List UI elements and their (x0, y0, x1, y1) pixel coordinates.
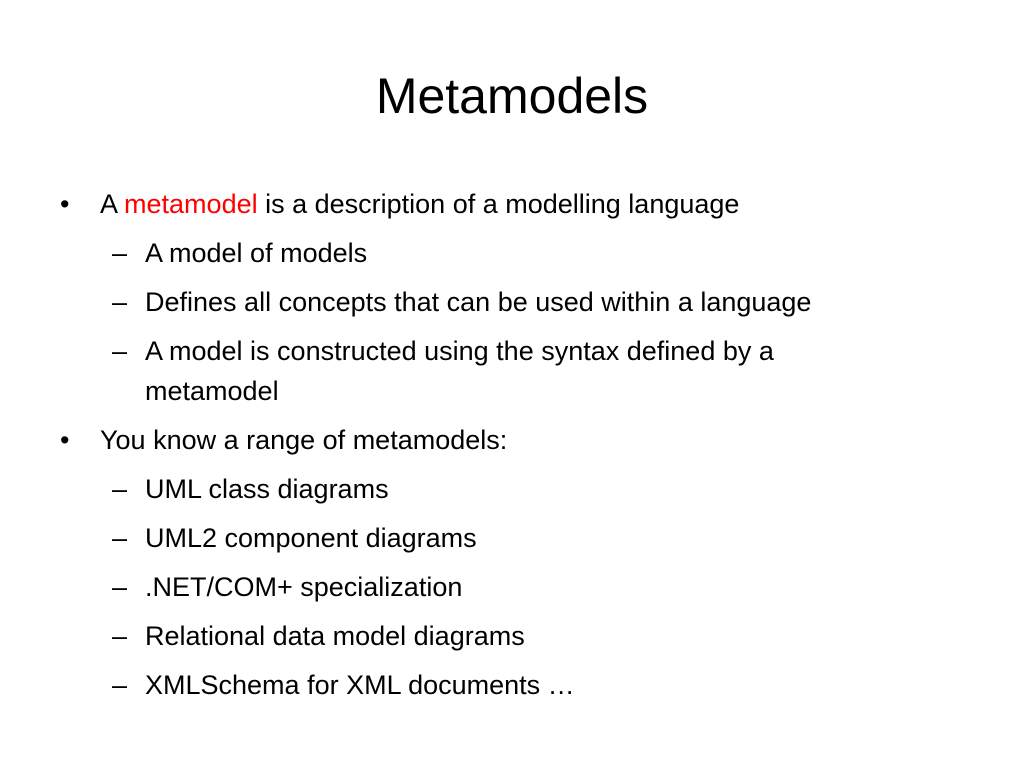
dash-icon: – (112, 621, 128, 651)
bullet-item (56, 420, 956, 460)
sub-bullet-text: .NET/COM+ specialization (145, 572, 463, 602)
sub-bullet-item (56, 616, 956, 656)
slide-title: Metamodels (375, 68, 649, 124)
sub-bullet-item (56, 233, 956, 273)
sub-bullet-text: Relational data model diagrams (145, 621, 525, 651)
bullet-icon: • (60, 425, 70, 455)
sub-bullet-item (56, 518, 956, 558)
sub-bullet-item (56, 567, 956, 607)
sub-bullet-text: A model is constructed using the syntax defined by a metamodel (145, 336, 774, 406)
bullet-icon: • (60, 189, 70, 219)
dash-icon: – (112, 523, 128, 553)
dash-icon: – (112, 287, 128, 317)
dash-icon: – (112, 474, 128, 504)
sub-bullet-item (56, 282, 956, 322)
dash-icon: – (112, 238, 128, 268)
sub-bullet-text: UML class diagrams (145, 474, 389, 504)
sub-bullet-item (56, 469, 956, 509)
bullet-text-suffix: is a description of a modelling language (257, 189, 740, 219)
bullet-item (56, 184, 956, 224)
sub-bullet-item (56, 331, 845, 411)
highlight-term: metamodel (124, 189, 258, 219)
dash-icon: – (112, 572, 128, 602)
sub-bullet-text: Defines all concepts that can be used within a language (145, 287, 812, 317)
sub-bullet-item (56, 665, 956, 705)
dash-icon: – (112, 336, 128, 366)
dash-icon: – (112, 670, 128, 700)
slide-body (56, 184, 956, 714)
sub-bullet-text: A model of models (145, 238, 368, 268)
sub-bullet-text: UML2 component diagrams (145, 523, 477, 553)
sub-bullet-text: XMLSchema for XML documents … (145, 670, 575, 700)
bullet-text: You know a range of metamodels: (100, 425, 508, 455)
bullet-text-prefix: A (100, 189, 125, 219)
